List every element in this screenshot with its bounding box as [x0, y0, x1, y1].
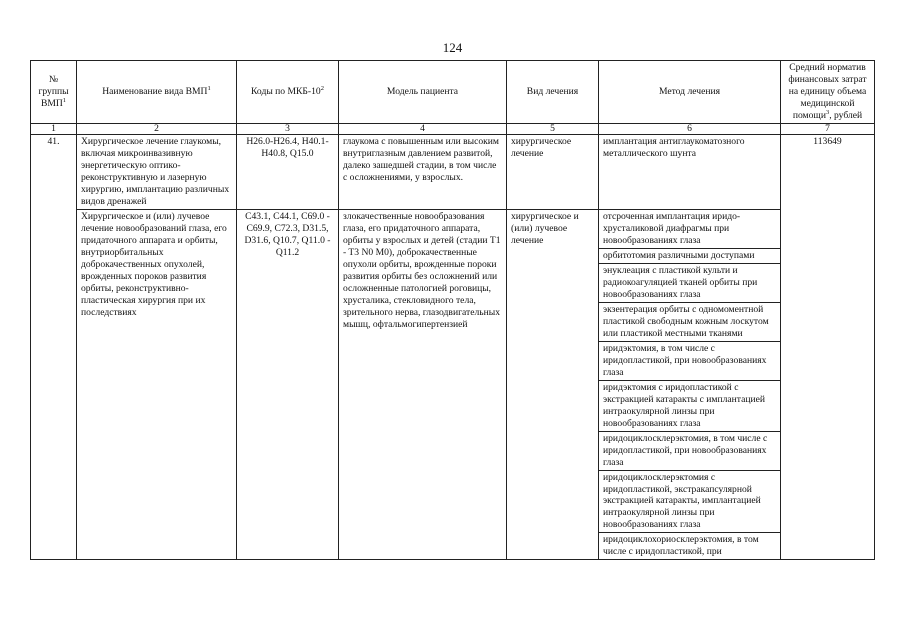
vmp-name-cell: Хирургическое и (или) лучевое лечение новообразований глаза, его придаточного аппарата и орбиты, внутриорбитальных доброкачественных опухолей, врожденных пороков развития орбиты, реконструктивно-пластическая хирургия при их последствиях	[77, 209, 237, 560]
column-number: 3	[237, 123, 339, 134]
treatment-type-cell: хирургическое и (или) лучевое лечение	[507, 209, 599, 560]
method-item: иридэктомия, в том числе с иридопластикой, при новообразованиях глаза	[599, 342, 780, 381]
method-item: иридоциклохориосклерэктомия, в том числе с иридопластикой, при	[603, 534, 759, 558]
cost-cell: 113649	[781, 134, 875, 559]
column-number: 1	[31, 123, 77, 134]
vmp-name-cell: Хирургическое лечение глаукомы, включая микроинвазивную энергетическую оптико-реконструктивную и лазерную хирургию, имплантацию различных видов дренажей	[77, 134, 237, 209]
header-cost-norm: Средний норматив финансовых затрат на единицу объема медицинской помощи$^3$, рублей	[781, 61, 875, 124]
header-icd-codes: Коды по МКБ-$10^2$	[237, 61, 339, 124]
table-header-row	[31, 61, 875, 124]
patient-model-cell: злокачественные новообразования глаза, его придаточного аппарата, орбиты у взрослых и детей (стадии T1 - T3 N0 M0), доброкачественные опухоли орбиты, врожденные пороки развития орбиты без осложнений или осложненные патологией роговицы, хрусталика, стекловидного тела, зрительного нерва, глазодвигательных мышц, офтальмогипертензией	[339, 209, 507, 560]
table-row	[31, 209, 875, 560]
treatment-methods-cell	[599, 209, 781, 560]
header-treatment-type: Вид лечения	[507, 61, 599, 124]
method-item: иридоциклосклерэктомия, в том числе с иридопластикой, при новообразованиях глаза	[599, 432, 780, 471]
header-patient-model: Модель пациента	[339, 61, 507, 124]
group-number-cell: 41.	[31, 134, 77, 559]
table-row	[31, 134, 875, 209]
column-number: 7	[781, 123, 875, 134]
treatment-type-cell: хирургическое лечение	[507, 134, 599, 209]
header-group-number: № группы ВМП$^1$	[31, 61, 77, 124]
method-item: орбитотомия различными доступами	[599, 249, 780, 264]
patient-model-cell: глаукома с повышенным или высоким внутриглазным давлением развитой, далеко зашедшей стадии, в том числе с осложнениями, у взрослых.	[339, 134, 507, 209]
method-item: отсроченная имплантация иридо-хрусталиковой диафрагмы при новообразованиях глаза	[599, 210, 780, 249]
column-number: 6	[599, 123, 781, 134]
column-number: 5	[507, 123, 599, 134]
page-number: 124	[442, 40, 463, 55]
footnote-mark: 2	[320, 84, 324, 92]
method-item: энуклеация с пластикой культи и радиокоагуляцией тканей орбиты при новообразованиях глаза	[599, 264, 780, 303]
header-vmp-name: Наименование вида ВМП$^1$	[77, 61, 237, 124]
column-number: 4	[339, 123, 507, 134]
icd-codes-cell: H26.0-H26.4, H40.1- H40.8, Q15.0	[237, 134, 339, 209]
method-item: экзентерация орбиты с одномоментной пластикой свободным кожным лоскутом или пластикой местными тканями	[599, 303, 780, 342]
vmp-table	[30, 60, 875, 560]
column-number: 2	[77, 123, 237, 134]
treatment-method-cell: имплантация антиглаукоматозного металлического шунта	[599, 134, 781, 209]
footnote-mark: 1	[207, 84, 211, 92]
footnote-mark: 1	[62, 96, 67, 104]
header-treatment-method: Метод лечения	[599, 61, 781, 124]
method-item: иридэктомия с иридопластикой с экстракцией катаракты с имплантацией интраокулярной линзы при новообразованиях глаза	[599, 381, 780, 432]
icd-codes-cell: C43.1, C44.1, C69.0 - C69.9, C72.3, D31.5, D31.6, Q10.7, Q11.0 - Q11.2	[237, 209, 339, 560]
footnote-mark: 3	[825, 108, 830, 116]
method-item: иридоциклосклерэктомия с иридопластикой, экстракапсулярной экстракцией катаракты, имплантацией интраокулярной линзы при новообразованиях глаза	[599, 471, 780, 534]
column-number-row	[31, 123, 875, 134]
